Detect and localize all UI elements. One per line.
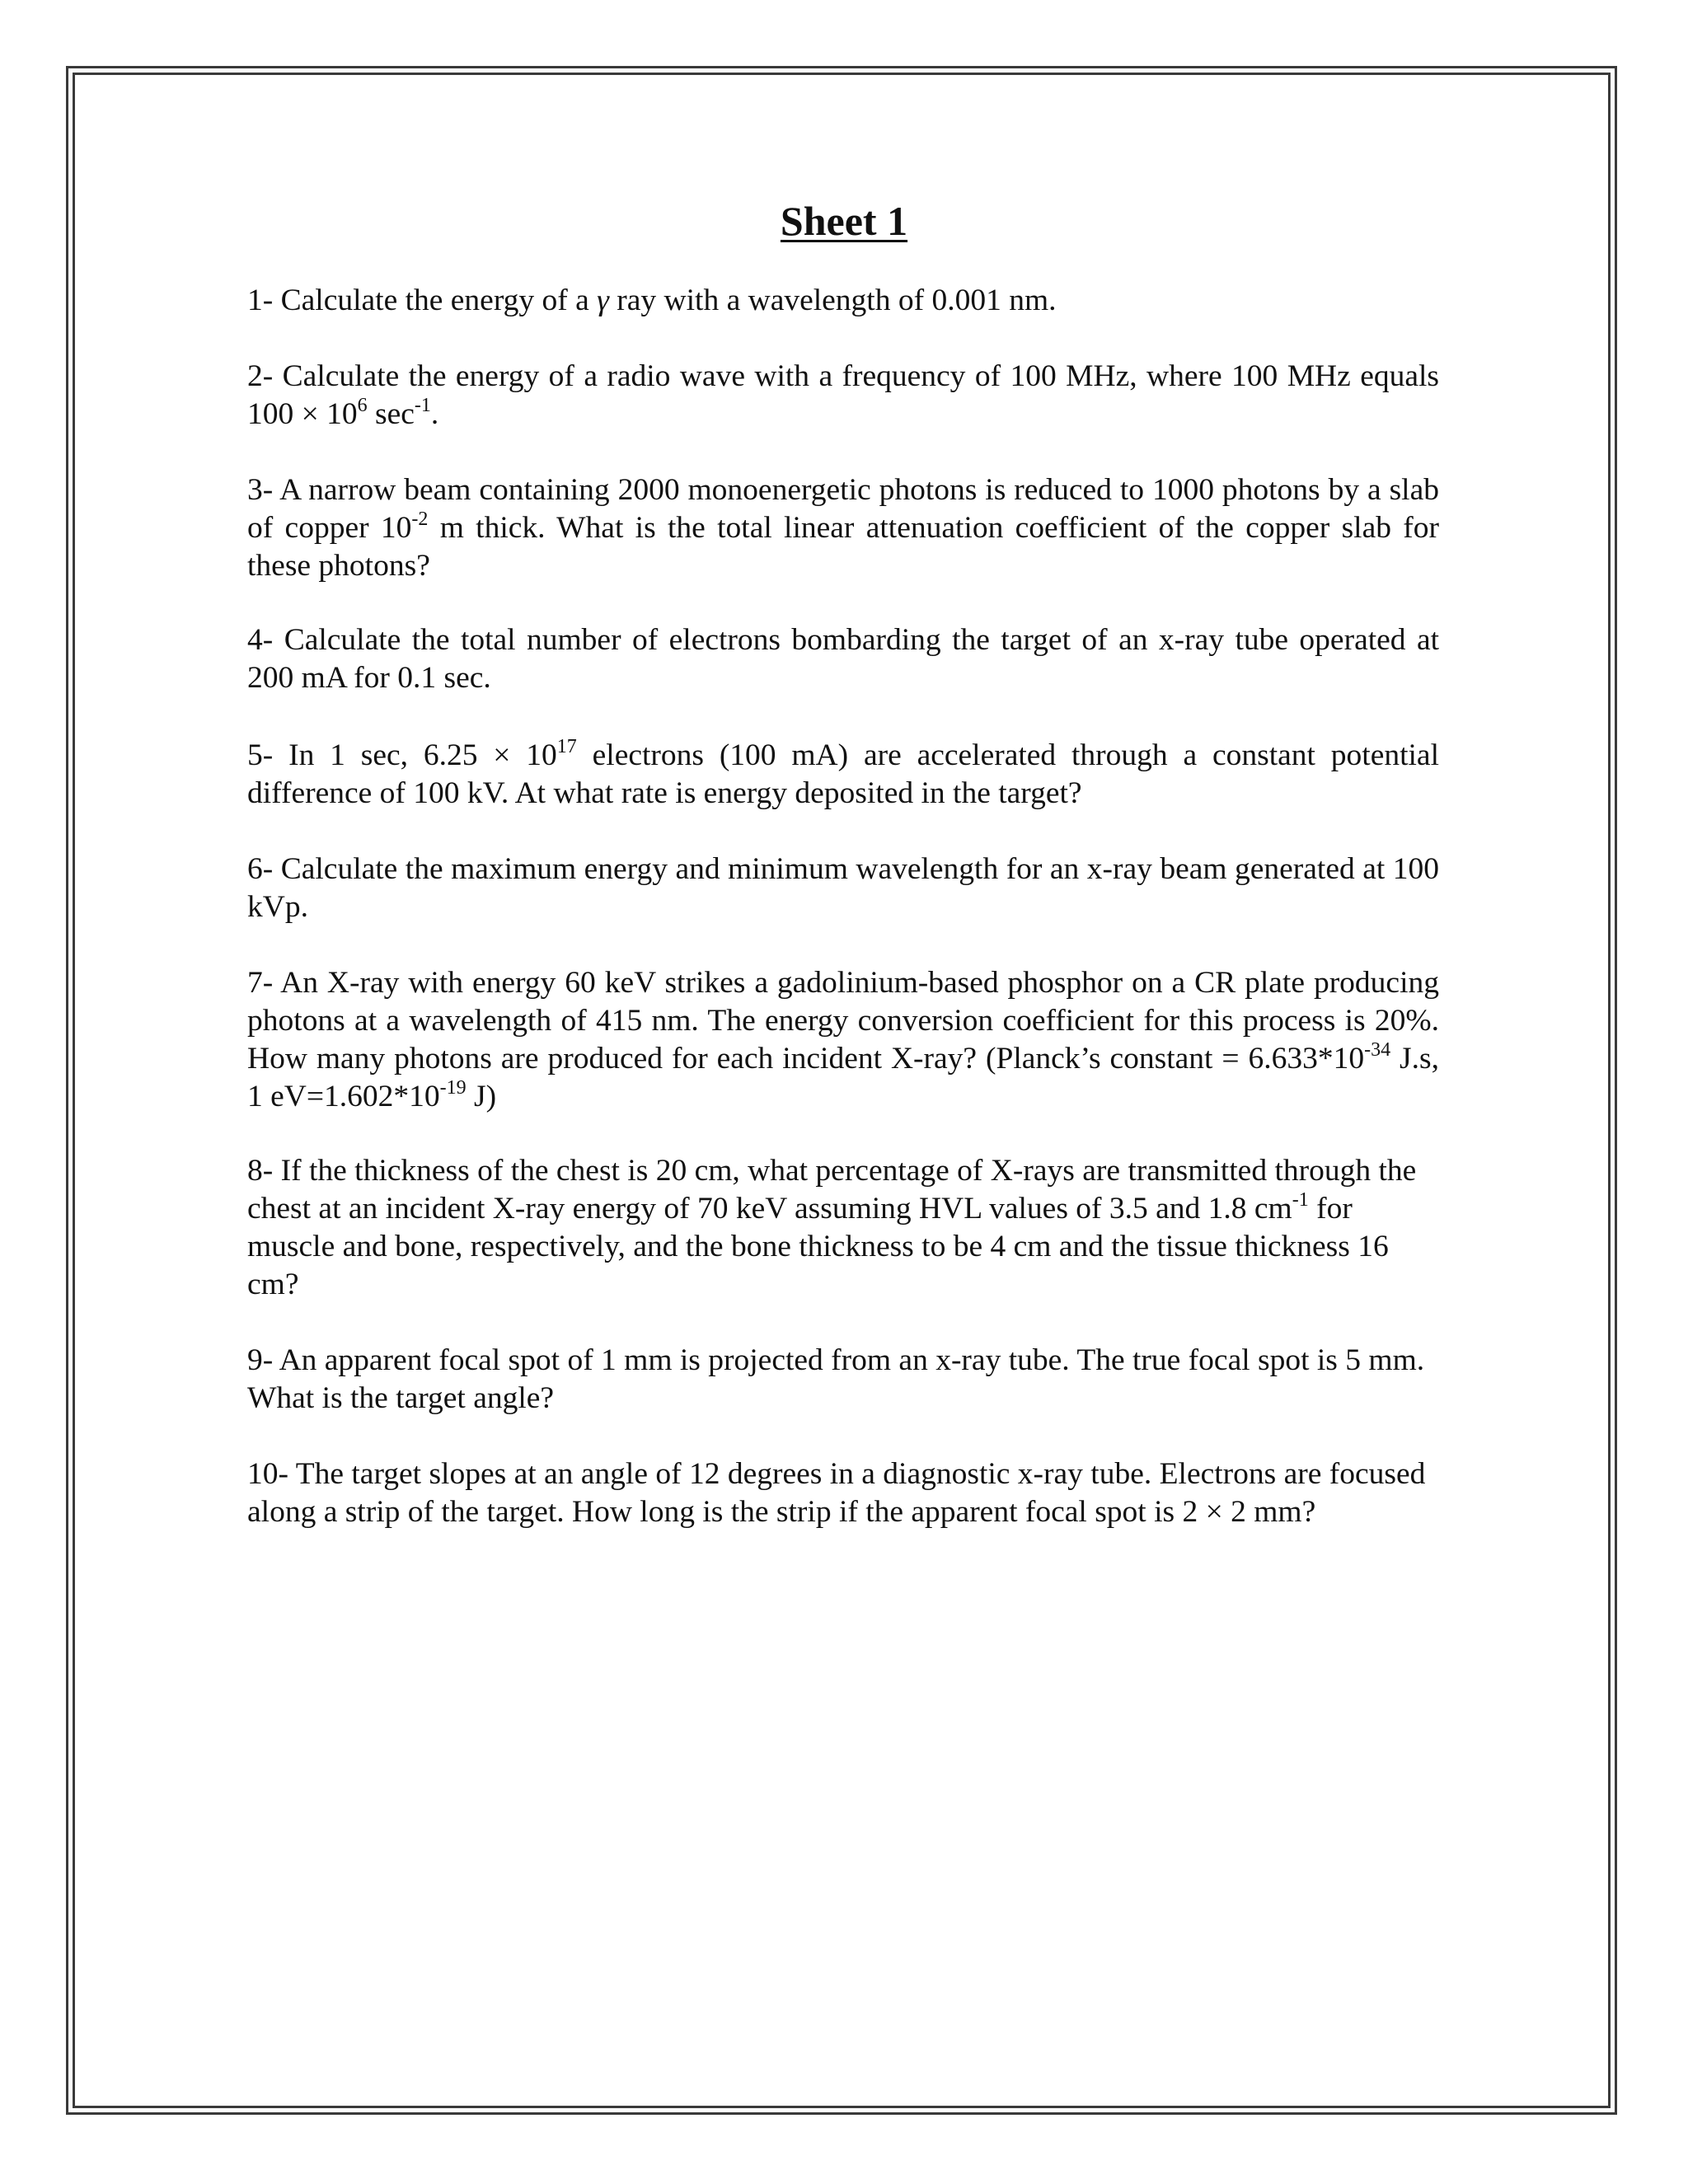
question-list bbox=[247, 282, 1439, 1531]
question-number: 4- bbox=[247, 623, 274, 657]
question-number: 6- bbox=[247, 852, 274, 886]
question-8: 8- If the thickness of the chest is 20 cm, what percentage of X-rays are transmitted through the chest at an incident X-ray energy of 70 keV assuming HVL values of 3.5 and 1.8 $cm^{-1}$ for muscle and bone, respectively, and the bone thickness to be 4 cm and the tissue thickness 16 cm? bbox=[247, 1154, 1417, 1301]
question-9: 9- An apparent focal spot of 1 mm is projected from an x-ray tube. The true focal spot is 5 mm. What is the target angle? bbox=[247, 1343, 1425, 1415]
sheet-title: Sheet 1 bbox=[780, 198, 908, 244]
question-4: 4- Calculate the total number of electrons bombarding the target of an x-ray tube operated at 200 mA for 0.1 sec. bbox=[247, 623, 1440, 695]
question-3: 3- A narrow beam containing 2000 monoenergetic photons is reduced to 1000 photons by a slab of copper $10^{-2}$ m thick. What is the total linear attenuation coefficient of the copper slab for these photons? bbox=[247, 473, 1440, 583]
question-number: 1- bbox=[247, 284, 274, 317]
question-1: 1- Calculate the energy of a γ ray with a wavelength of 0.001 nm. bbox=[247, 284, 1057, 317]
question-7: 7- An X-ray with energy 60 keV strikes a gadolinium-based phosphor on a CR plate producing photons at a wavelength of 415 nm. The energy conversion coefficient for this process is 20%. How many photons are produced for each incident X-ray? (Planck’s constant = $6.633*10^{-34}$ J.s, 1 $eV=1.602*10^{-19}$ J) bbox=[247, 966, 1439, 1113]
question-number: 9- bbox=[247, 1343, 274, 1377]
question-number: 5- bbox=[247, 738, 274, 772]
gamma-symbol: γ bbox=[597, 284, 609, 317]
question-2: 2- Calculate the energy of a radio wave with a frequency of 100 MHz, where 100 MHz equals $100 \times 10^6$ $\sec^{-1}$. bbox=[247, 359, 1439, 431]
question-number: 8- bbox=[247, 1154, 274, 1188]
question-number: 2- bbox=[247, 359, 274, 393]
question-number: 3- bbox=[247, 473, 274, 507]
question-5: 5- In 1 sec, $6.25 \times 10^{17}$ electrons (100 mA) are accelerated through a constant potential difference of 100 kV. At what rate is energy deposited in the target? bbox=[247, 735, 1439, 810]
question-6: 6- Calculate the maximum energy and minimum wavelength for an x-ray beam generated at 100 kVp. bbox=[247, 852, 1440, 924]
question-10: 10- The target slopes at an angle of 12 degrees in a diagnostic x-ray tube. Electrons are focused along a strip of the target. How long is the strip if the apparent focal spot is 2 × 2 mm? bbox=[247, 1457, 1426, 1529]
question-number: 10- bbox=[247, 1457, 288, 1491]
question-number: 7- bbox=[247, 966, 274, 1000]
